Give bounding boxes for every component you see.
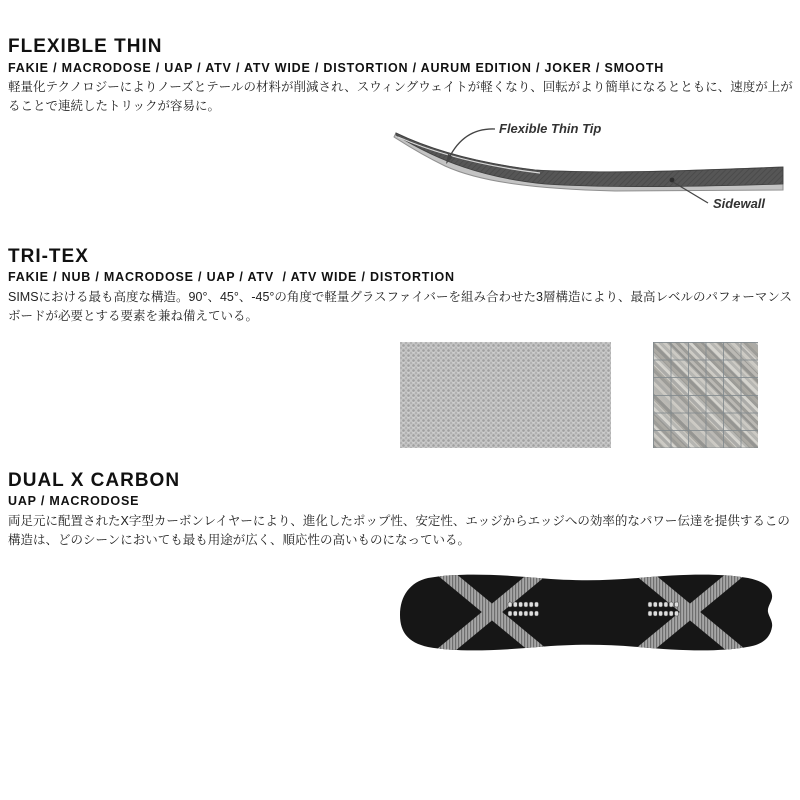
flexible-thin-tip-diagram xyxy=(385,114,785,216)
section-models-flexible-thin: FAKIE / MACRODOSE / UAP / ATV / ATV WIDE / DISTORTION / AURUM EDITION / JOKER / SMOOTH xyxy=(8,61,665,75)
dual-x-carbon-board-image xyxy=(398,564,778,660)
section-title-tri-tex: TRI-TEX xyxy=(8,246,89,267)
label-flexible-thin-tip: Flexible Thin Tip xyxy=(499,121,602,136)
section-title-dual-x-carbon: DUAL X CARBON xyxy=(8,470,181,491)
tip-leader-line xyxy=(449,129,495,158)
section-title-flexible-thin: FLEXIBLE THIN xyxy=(8,36,163,57)
section-description-tri-tex: SIMSにおける最も高度な構造。90°、45°、-45°の角度で軽量グラスファイバーを組み合わせた3層構造により、最高レベルのパフォーマンスボードが必要とする要素を兼ね備えている。 xyxy=(8,290,793,323)
board-topsheet-wedge xyxy=(396,133,783,187)
label-sidewall: Sidewall xyxy=(713,196,766,211)
section-models-tri-tex: FAKIE / NUB / MACRODOSE / UAP / ATV / ATV WIDE / DISTORTION xyxy=(8,270,455,284)
fiberglass-weave-texture-image xyxy=(400,342,611,448)
section-description-flexible-thin: 軽量化テクノロジーによりノーズとテールの材料が削減され、スウィングウェイトが軽くなり、回転がより簡単になるとともに、速度が上がることで連続したトリックが容易に。 xyxy=(8,80,793,113)
fiberglass-grid-texture-image xyxy=(653,342,758,448)
section-models-dual-x-carbon: UAP / MACRODOSE xyxy=(8,494,140,508)
section-description-dual-x-carbon: 両足元に配置されたX字型カーボンレイヤーにより、進化したポップ性、安定性、エッジからエッジへの効率的なパワー伝達を提供するこの構造は、どのシーンにおいても最も用途が広く、順応性の高いものになっている。 xyxy=(8,514,790,547)
